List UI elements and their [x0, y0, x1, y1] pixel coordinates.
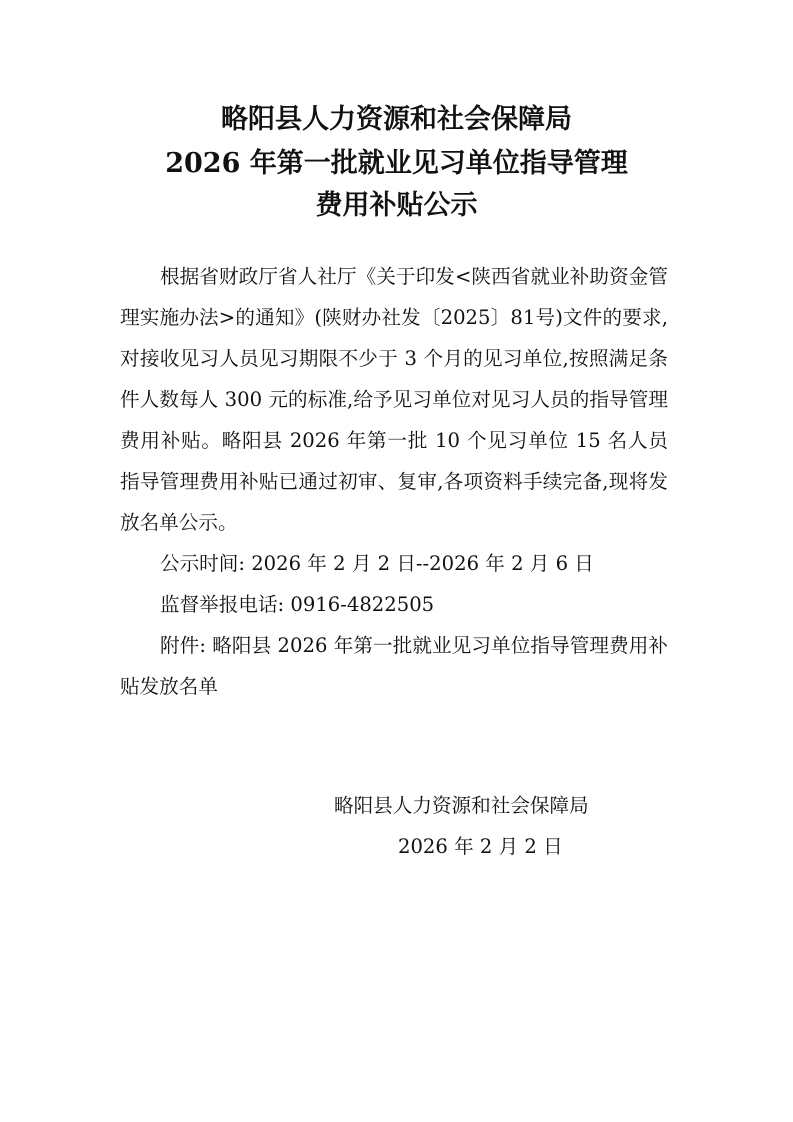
publicity-time: 公示时间: 2026 年 2 月 2 日--2026 年 2 月 6 日: [160, 552, 594, 575]
attachment-note: 附件: 略阳县 2026 年第一批就业见习单位指导管理费用补贴发放名单: [120, 634, 668, 698]
signature-organization: 略阳县人力资源和社会保障局: [334, 794, 589, 817]
report-phone: 监督举报电话: 0916-4822505: [160, 593, 435, 616]
main-paragraph: 根据省财政厅省人社厅《关于印发<陕西省就业补助资金管理实施办法>的通知》(陕财办社发〔2025〕81号)文件的要求,对接收见习人员见习期限不少于 3 个月的见习单位,按照满足条件人数每人 300 元的标准,给予见习单位对见习人员的指导管理费用补贴。略阳县 2026 年第一批 10 个见习单位 15 名人员指导管理费用补贴已通过初审、复审,各项资料手续完备,现将发放名单公示。: [120, 265, 668, 534]
document-title-line-2: 2026 年第一批就业见习单位指导管理: [165, 148, 628, 179]
signature-date: 2026 年 2 月 2 日: [398, 835, 563, 858]
document-title-line-1: 略阳县人力资源和社会保障局: [221, 104, 572, 135]
document-title-line-3: 费用补贴公示: [315, 190, 478, 221]
